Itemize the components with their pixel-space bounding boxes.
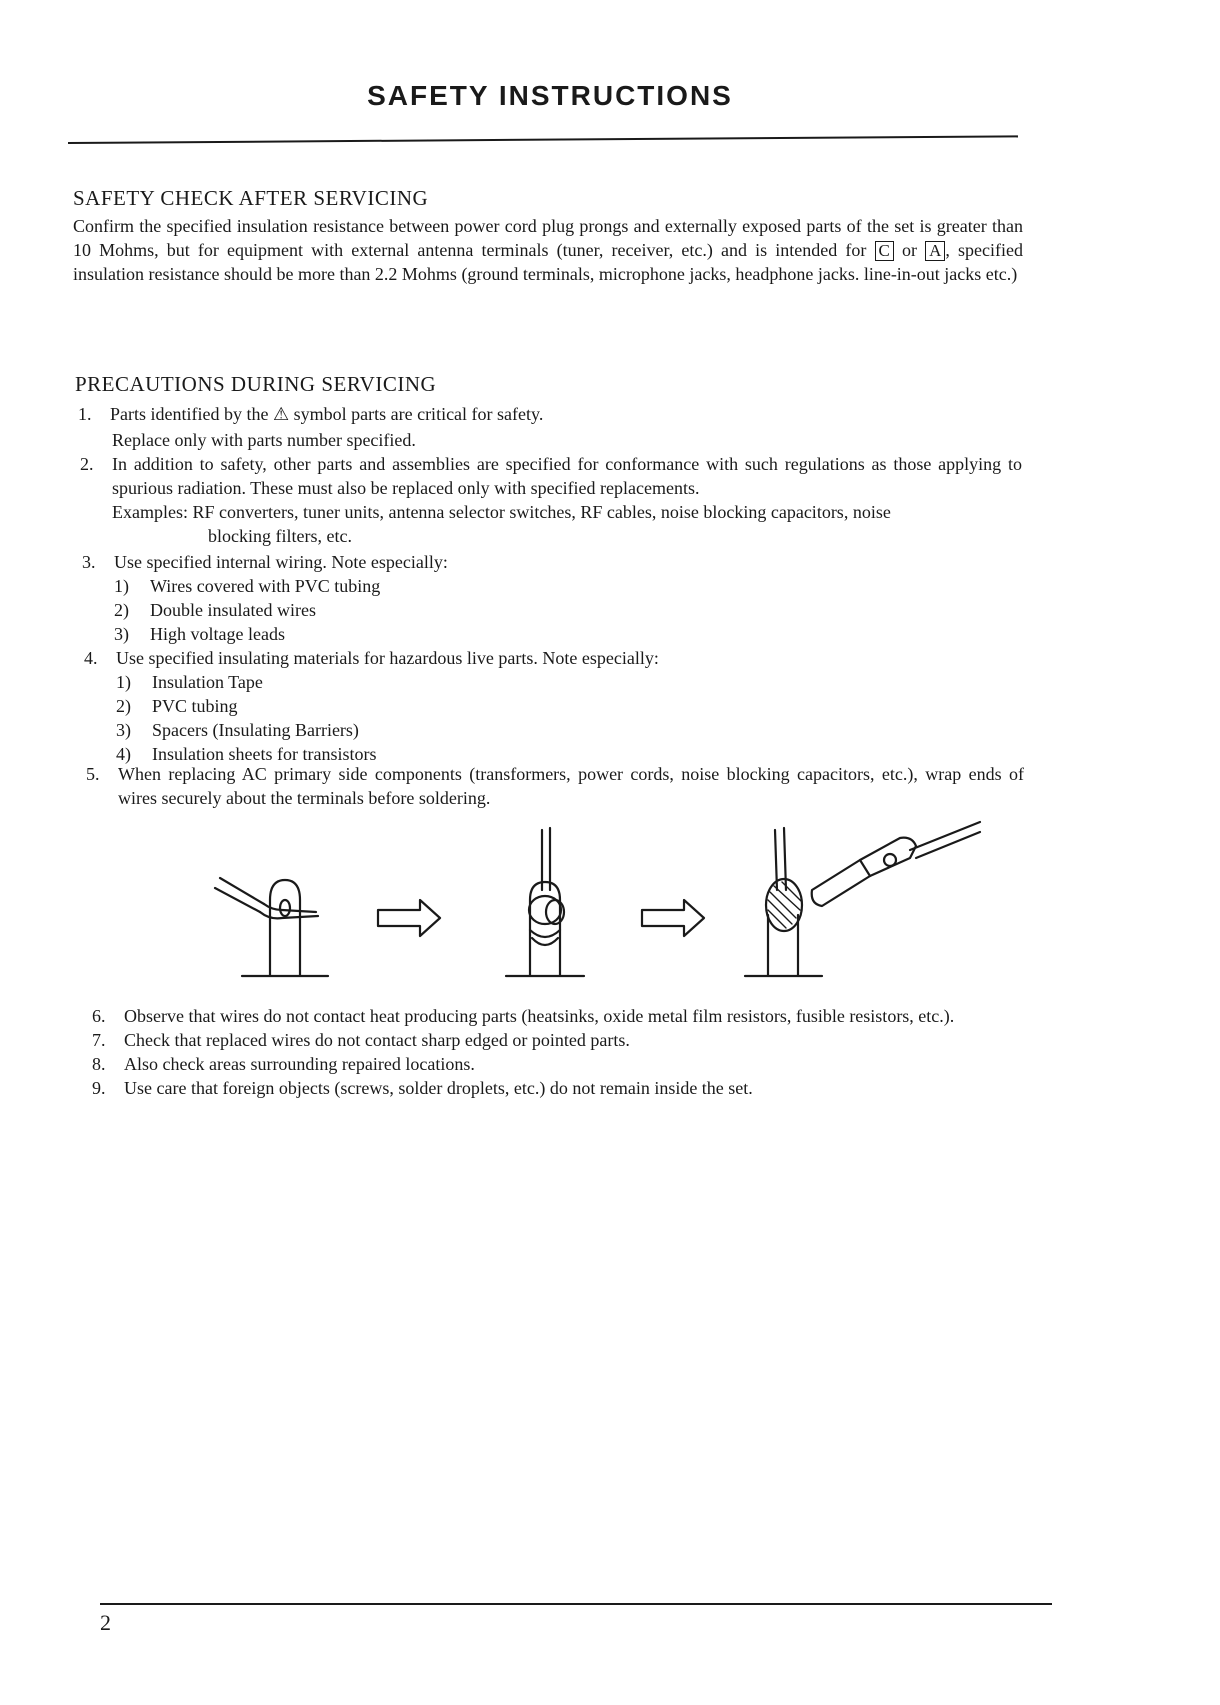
sub-item-text: High voltage leads: [150, 624, 285, 644]
list-item: [78, 402, 544, 426]
sub-item-text: Double insulated wires: [150, 600, 316, 620]
sub-item-number: 2): [116, 696, 131, 716]
list-item: [86, 762, 1024, 810]
list-item-continuation: Replace only with parts number specified.: [112, 430, 416, 450]
item-number: 7.: [92, 1030, 106, 1050]
sub-item-number: 1): [114, 576, 129, 596]
item-text: Observe that wires do not contact heat producing parts (heatsinks, oxide metal film resistors, fusible resistors, etc.).: [124, 1006, 955, 1026]
item-text: Parts identified by the: [110, 404, 269, 424]
class-a-mark: A: [925, 241, 945, 261]
sub-item-text: Insulation sheets for transistors: [152, 744, 377, 764]
list-item: [92, 1028, 630, 1052]
sub-item-text: Spacers (Insulating Barriers): [152, 720, 359, 740]
list-item: [92, 1076, 753, 1100]
right-arrow-icon: [378, 900, 440, 936]
item-number: 5.: [86, 764, 100, 784]
sub-item-number: 2): [114, 600, 129, 620]
safety-check-paragraph: [73, 214, 1023, 286]
item-text: Use care that foreign objects (screws, solder droplets, etc.) do not remain inside the set.: [124, 1078, 753, 1098]
list-item: [82, 550, 448, 574]
step-2-wire-wrapped: [506, 828, 584, 976]
sub-item-text: Wires covered with PVC tubing: [150, 576, 381, 596]
item-text: In addition to safety, other parts and assemblies are specified for conformance with such regulations as those applying to spurious radiation. These must also be replaced only with specified replacements.: [112, 454, 1022, 498]
item-number: 4.: [84, 648, 98, 668]
safety-check-text-a: Confirm the specified insulation resistance between power cord plug prongs and externally exposed parts of the set is greater than 10 Mohms, but for equipment with external antenna terminals (tuner, receiver, etc.) and is intended for: [73, 216, 1023, 260]
class-c-mark: C: [875, 241, 894, 261]
sub-item: [116, 718, 359, 742]
step-1-wire-through-terminal: [215, 878, 328, 976]
or-text: or: [901, 240, 917, 260]
right-arrow-icon: [642, 900, 704, 936]
item-text: Check that replaced wires do not contact sharp edged or pointed parts.: [124, 1030, 630, 1050]
list-item: [92, 1052, 475, 1076]
sub-item-number: 3): [116, 720, 131, 740]
list-item: [84, 646, 659, 670]
page-title: SAFETY INSTRUCTIONS: [367, 80, 733, 111]
list-item: [80, 452, 1022, 500]
sub-item: [114, 598, 316, 622]
title-rule: [68, 135, 1018, 144]
sub-item: [116, 670, 263, 694]
warning-triangle-icon: ⚠: [272, 404, 290, 424]
sub-item-text: PVC tubing: [152, 696, 238, 716]
item-text: Use specified insulating materials for hazardous live parts. Note especially:: [116, 648, 659, 668]
sub-item: [114, 574, 381, 598]
item-text: When replacing AC primary side components (transformers, power cords, noise blocking capacitors, etc.), wrap ends of wires securely about the terminals before soldering.: [118, 764, 1024, 808]
section-heading-precautions: PRECAUTIONS DURING SERVICING: [75, 372, 437, 396]
item-examples: Examples: RF converters, tuner units, antenna selector switches, RF cables, noise blocking capacitors, noise: [112, 502, 891, 522]
item-number: 8.: [92, 1054, 106, 1074]
sub-item: [116, 694, 238, 718]
wire-wrapping-diagram: [200, 820, 1000, 1000]
item-number: 9.: [92, 1078, 106, 1098]
item-number: 2.: [80, 454, 94, 474]
sub-item-number: 1): [116, 672, 131, 692]
item-number: 6.: [92, 1006, 106, 1026]
sub-item-text: Insulation Tape: [152, 672, 263, 692]
footer-rule: [100, 1603, 1052, 1605]
list-item: [92, 1004, 955, 1028]
sub-item-number: 4): [116, 744, 131, 764]
item-text: Use specified internal wiring. Note especially:: [114, 552, 448, 572]
step-3-soldering: [745, 822, 980, 976]
item-examples-continuation: blocking filters, etc.: [208, 526, 352, 546]
safety-check-text-b: , specified insulation resistance should be more than 2.2 Mohms (ground terminals, microphone jacks, headphone jacks. line-in-out jacks etc.): [73, 240, 1024, 284]
item-text: Also check areas surrounding repaired locations.: [124, 1054, 475, 1074]
sub-item-number: 3): [114, 624, 129, 644]
item-text: symbol parts are critical for safety.: [293, 404, 544, 424]
sub-item: [114, 622, 285, 646]
item-number: 3.: [82, 552, 96, 572]
item-number: 1.: [78, 404, 92, 424]
section-heading-safety-check: SAFETY CHECK AFTER SERVICING: [73, 186, 429, 210]
page-number: 2: [100, 1610, 111, 1635]
